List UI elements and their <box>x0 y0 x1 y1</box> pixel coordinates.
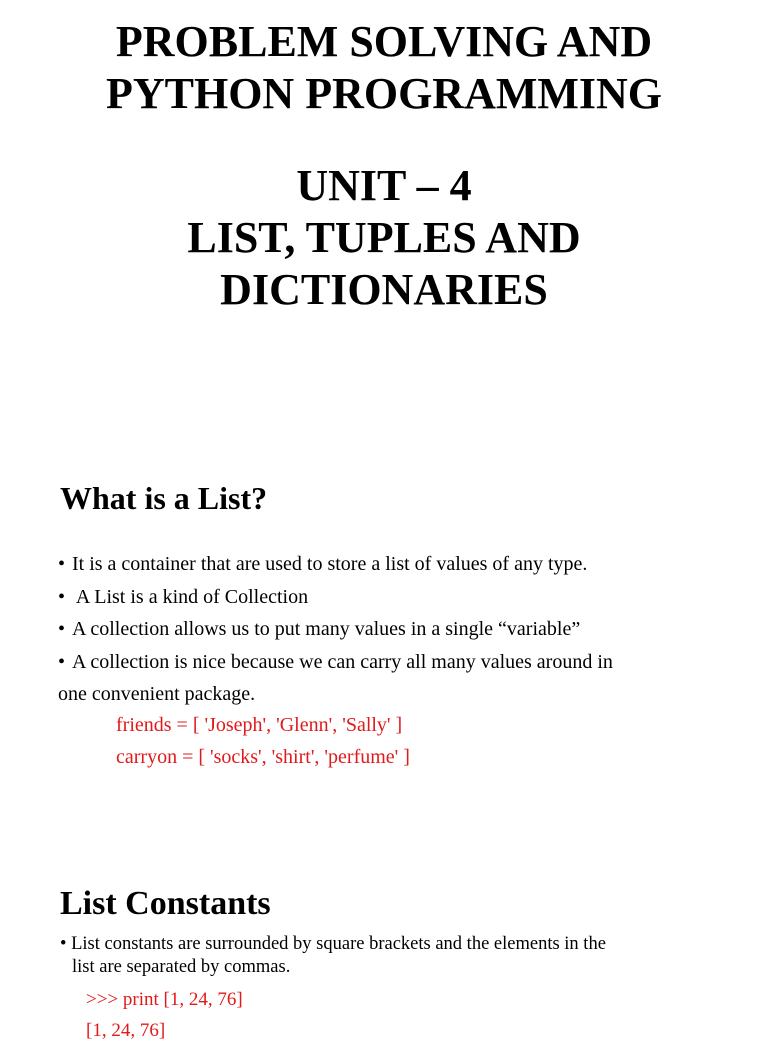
course-title-line-2: PYTHON PROGRAMMING <box>105 69 663 118</box>
list-item-text: A List is a kind of Collection <box>72 585 309 608</box>
bullet-list <box>60 933 700 979</box>
list-item-text: It is a container that are used to store a list of values of any type. <box>72 553 588 575</box>
bullet-mark: • <box>58 585 66 608</box>
course-title-line-1: PROBLEM SOLVING AND <box>115 17 653 66</box>
what-is-a-list-slide <box>0 430 768 850</box>
code-example-print: >>> print [1, 24, 76] <box>86 989 243 1010</box>
list-item-continuation <box>58 678 738 711</box>
slide-heading: List Constants <box>60 885 271 922</box>
list-item-text-continued: list are separated by commas. <box>72 957 291 977</box>
slide-heading: What is a List? <box>60 480 268 516</box>
list-item <box>58 581 738 614</box>
course-title <box>0 16 768 120</box>
unit-topic-line-1: LIST, TUPLES AND <box>187 213 581 262</box>
list-item-text: one convenient package. <box>58 683 256 705</box>
code-example-output: [1, 24, 76] <box>86 1020 166 1041</box>
list-constants-slide <box>0 860 768 1041</box>
unit-title <box>0 160 768 316</box>
unit-number: UNIT – 4 <box>296 161 472 210</box>
bullet-list <box>58 548 738 711</box>
title-slide <box>0 0 768 430</box>
list-item-text: List constants are surrounded by square brackets and the elements in the <box>71 934 606 954</box>
code-example-carryon: carryon = [ 'socks', 'shirt', 'perfume' ] <box>116 746 410 768</box>
bullet-mark: • <box>58 618 66 640</box>
bullet-mark: • <box>58 553 66 575</box>
list-item <box>58 613 738 646</box>
list-item <box>58 646 738 679</box>
list-item <box>58 548 738 581</box>
unit-topic-line-2: DICTIONARIES <box>220 265 548 314</box>
code-example-friends: friends = [ 'Joseph', 'Glenn', 'Sally' ] <box>116 714 403 736</box>
list-item-text: A collection allows us to put many values in a single “variable” <box>72 618 581 640</box>
bullet-mark: • <box>60 934 67 954</box>
list-item-text: A collection is nice because we can carry all many values around in <box>72 650 613 673</box>
bullet-mark: • <box>58 650 66 673</box>
